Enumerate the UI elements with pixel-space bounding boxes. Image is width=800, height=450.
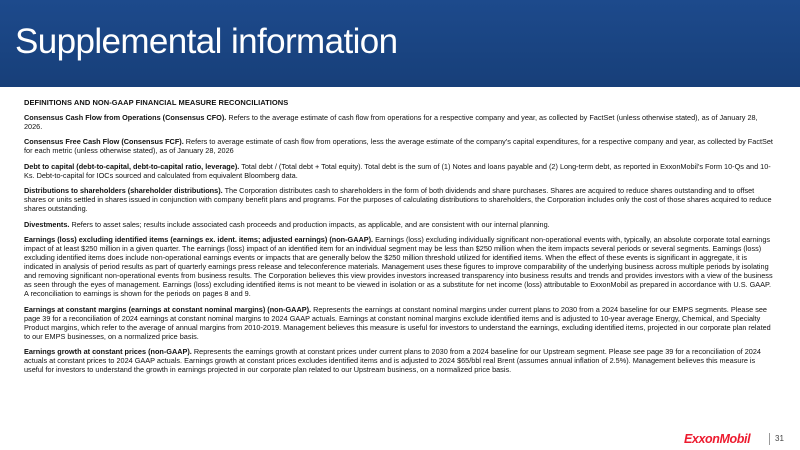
header-banner [0, 0, 800, 87]
definition-consensus-cfo [24, 113, 776, 131]
page-title: Supplemental information [15, 22, 398, 61]
definition-term: Earnings growth at constant prices (non-GAAP). [24, 347, 192, 357]
definition-text: Refers to the average estimate of cash flow from operations for a respective company and year, as collected by FactSet (unless otherwise stated), as of January 28, 2026. [24, 113, 758, 132]
definition-term: Divestments. [24, 219, 70, 229]
definitions-content [24, 98, 776, 381]
page-number: 31 [775, 434, 784, 443]
definition-text: Refers to average estimate of cash flow from operations, less the average estimate of the company’s capital expenditures, for a respective company and year, as collected by FactSet for each metric (unless otherwise stated), as of January 28, 2026 [24, 137, 773, 156]
definition-text: Refers to asset sales; results include associated cash proceeds and production impacts, as applicable, and are consistent with our internal planning. [69, 219, 550, 229]
definition-text: Represents the earnings at constant nominal margins under current plans to 2030 from a 2024 baseline for our EMPS segments. Please see page 39 for a reconciliation of 2024 earnings at constant nominal margins to 2024 GAAP actuals. Earnings at constant nominal margins exclude identified items and is adjusted to 10-year average Energy, Chemical, and Specialty Product margins, which refer to the average of annual margins from 2010-2019. Management believes this measure is useful for investors to understand the earnings, excluding identified items, projected in our corporate plan related to our EMPS businesses, on a normalized price basis. [24, 304, 771, 341]
definition-consensus-fcf [24, 137, 776, 155]
definition-text: Total debt / (Total debt + Total equity). Total debt is the sum of (1) Notes and loans payable and (2) Long-term debt, as reported in ExxonMobil’s Form 10-Qs and 10-Ks. Debt-to-capital for IOCs sourced and calculated from equivalent Bloomberg data. [24, 161, 771, 180]
section-heading: DEFINITIONS AND NON-GAAP FINANCIAL MEASURE RECONCILIATIONS [24, 98, 289, 107]
definition-term: Earnings at constant margins (earnings at constant nominal margins) (non-GAAP). [24, 304, 312, 314]
definition-term: Distributions to shareholders (shareholder distributions). [24, 186, 223, 196]
definition-term: Earnings (loss) excluding identified items (earnings ex. ident. items; adjusted earnings) (non-GAAP). [24, 235, 374, 244]
definition-constant-prices [24, 347, 776, 374]
footer-divider [769, 433, 770, 445]
definition-term: Consensus Free Cash Flow (Consensus FCF). [24, 137, 184, 147]
definition-text: Represents the earnings growth at constant prices under current plans to 2030 from a 2024 baseline for our Upstream segment. Please see page 39 for a reconciliation of 2024 actuals at constant prices to 2024 GAAP actuals. Earnings growth at constant prices excludes identified items and is adjusted to 2024 $65/bbl real Brent (assumes annual inflation of 2.5%). Management believes this measure is useful for investors to understand the growth in earnings projected in our corporate plan related to our Upstream business, on a normalized price basis. [24, 347, 761, 375]
definition-distributions [24, 186, 776, 213]
definition-term: Consensus Cash Flow from Operations (Consensus CFO). [24, 113, 227, 123]
definition-earnings-ex-items [24, 235, 776, 298]
definition-text: The Corporation distributes cash to shareholders in the form of both dividends and share purchases. Shares are acquired to reduce shares outstanding and to offset shares or units settled in shares issued in conjunction with company benefit plans and programs. For the purposes of calculating distributions to shareholders, the Corporation includes only the cost of those shares acquired to reduce shares outstanding. [24, 186, 772, 214]
definition-text: Earnings (loss) excluding individually significant non-operational events with, typically, an absolute corporate total earnings impact of at least $250 million in a given quarter. The earnings (loss) impact of an identified item for an individual segment may be less than $250 million when the item impacts several periods or several segments. Earnings (loss) excluding identified items does include non-operational earnings events or impacts that are generally below the $250 million threshold utilized for identified items. When the effect of these events is significant in aggregate, it is indicated in analysis of period results as part of quarterly earnings press release and teleconference materials. Management uses these figures to improve comparability of the underlying business across multiple periods by isolating and removing significant non-operational events from business results. The Corporation believes this view provides investors increased transparency into business results and trends and provides investors with a view of the business as seen through the eyes of management. Earnings (loss) excluding identified items is not meant to be viewed in isolation or as a substitute for net income (loss) attributable to ExxonMobil as prepared in accordance with U.S. GAAP. A reconciliation to earnings is shown for the periods on pages 8 and 9. [24, 235, 773, 299]
definition-divestments [24, 220, 776, 229]
definition-term: Debt to capital (debt-to-capital, debt-to-capital ratio, leverage). [24, 161, 240, 171]
exxonmobil-logo: ExxonMobil [684, 432, 751, 446]
definition-debt-to-capital [24, 162, 776, 180]
definition-constant-margins [24, 305, 776, 341]
